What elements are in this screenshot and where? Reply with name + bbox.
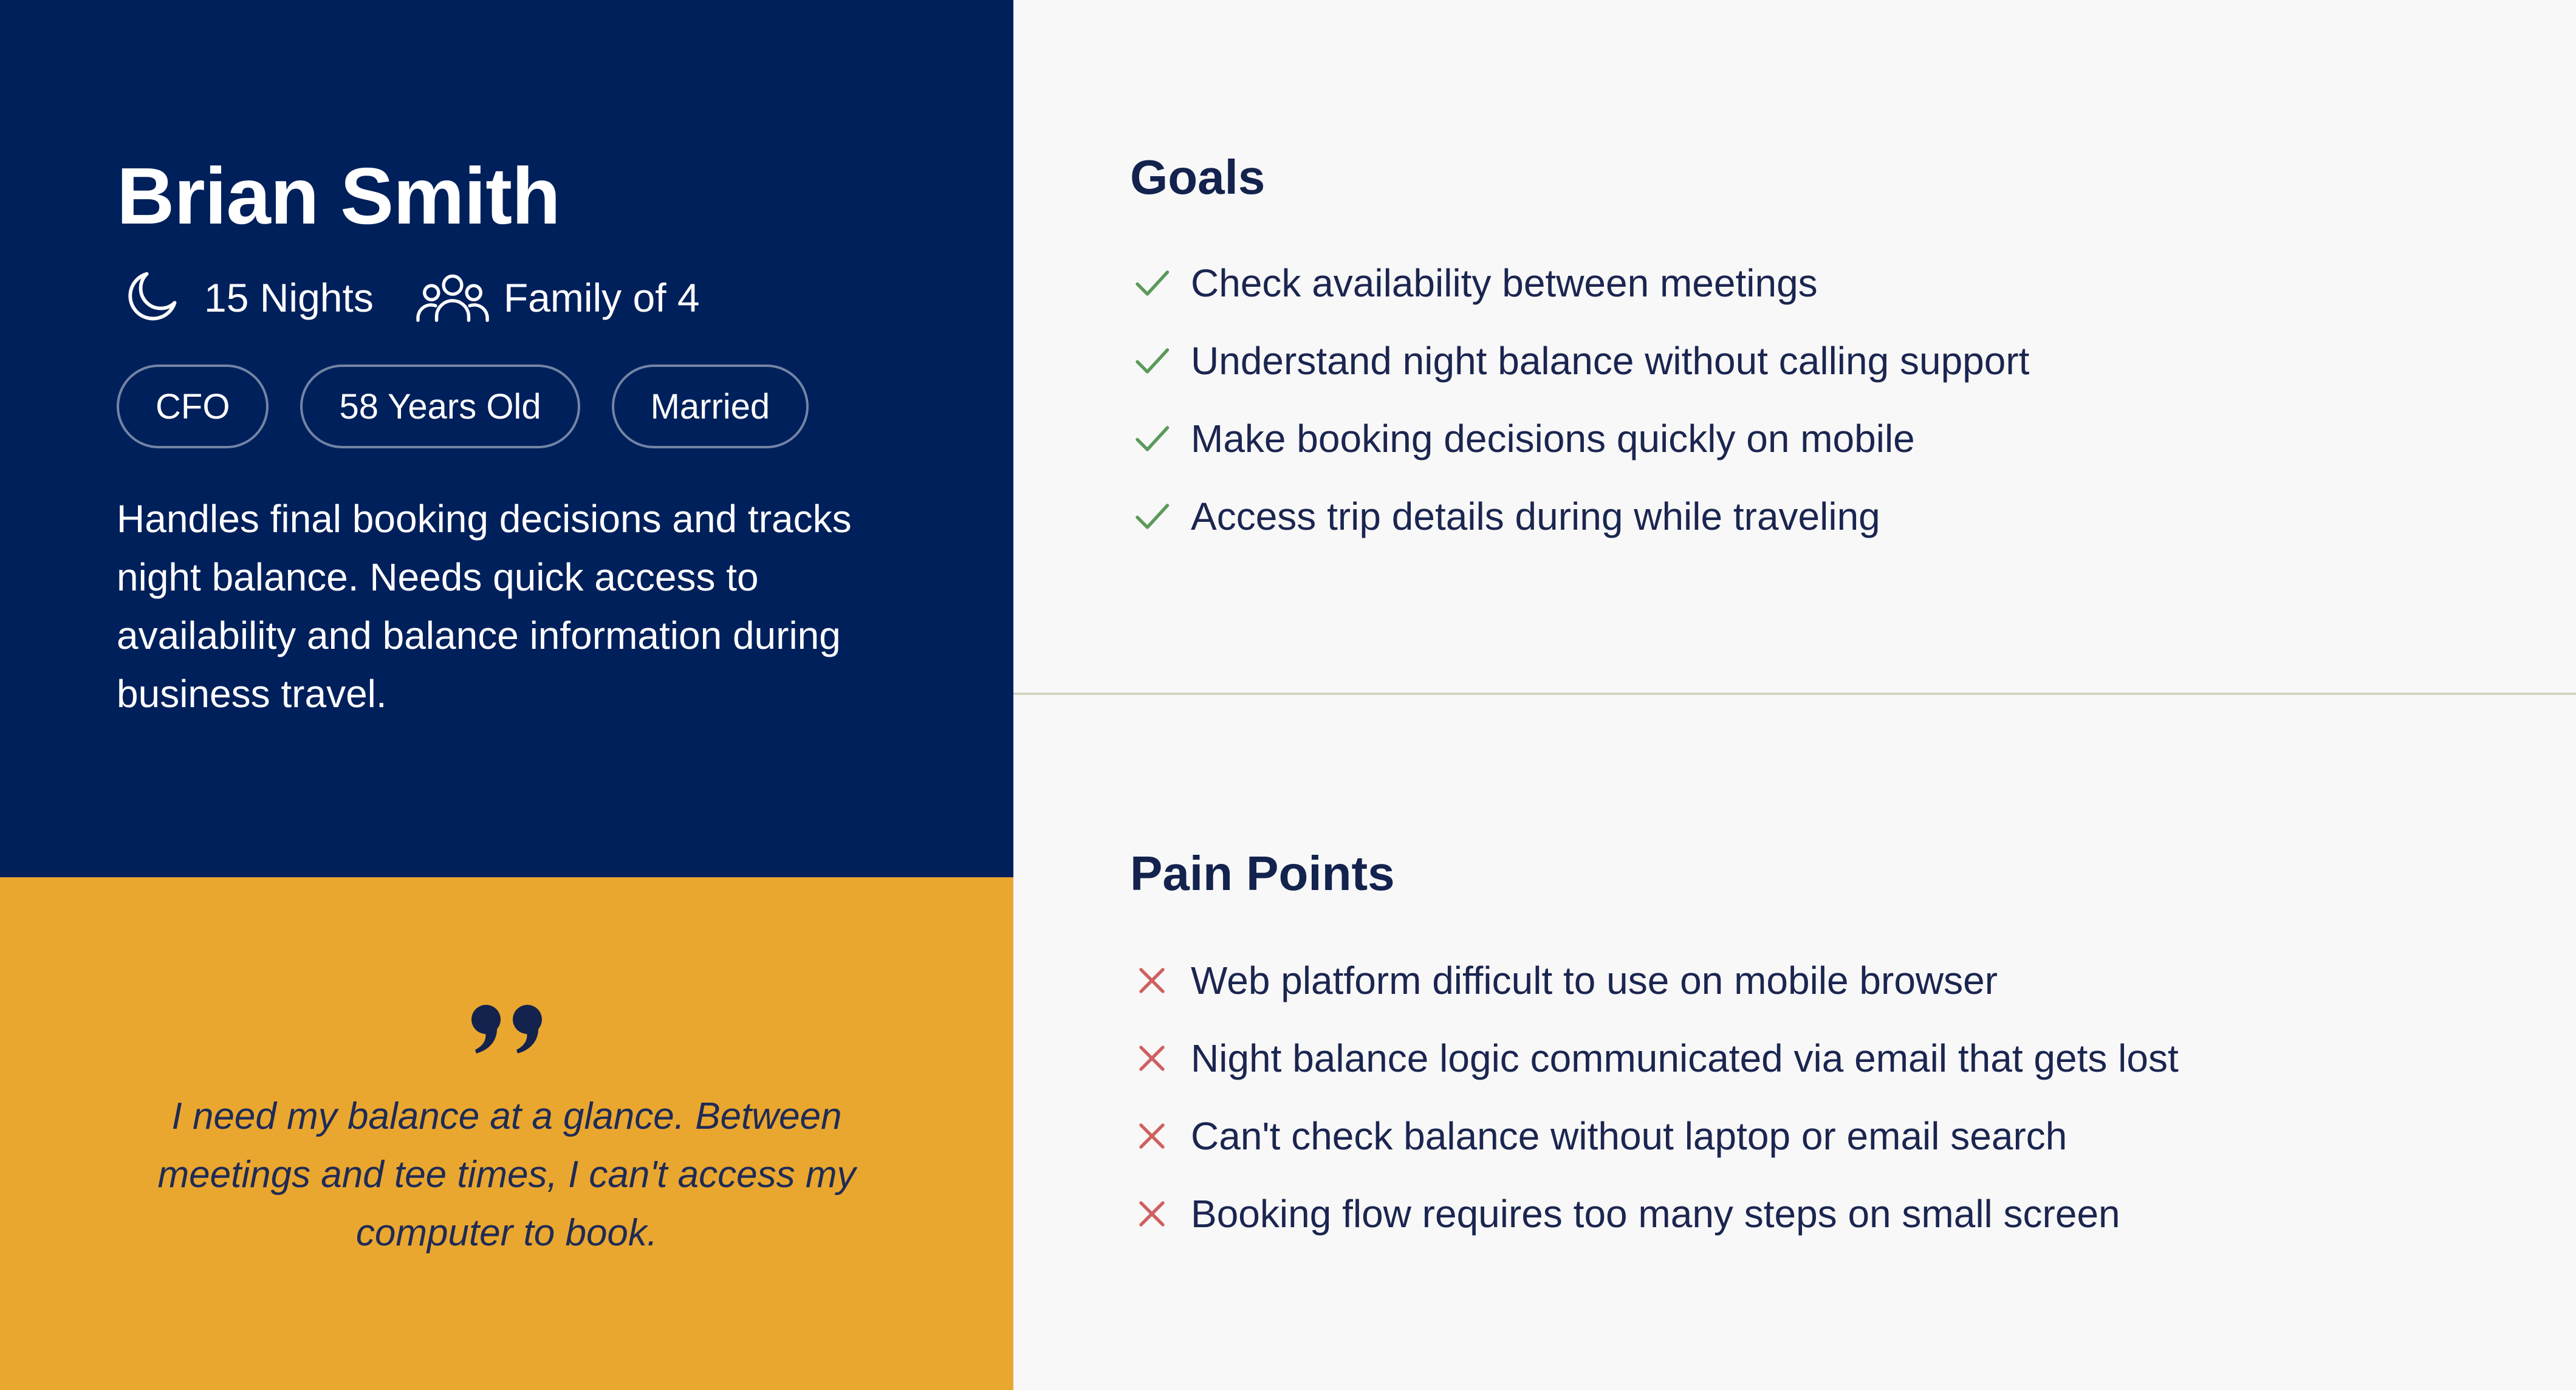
persona-name: Brian Smith xyxy=(117,151,560,241)
persona-profile-panel xyxy=(0,0,1013,877)
goal-item xyxy=(1130,322,2029,400)
pain-point-item xyxy=(1130,1175,2179,1253)
family-label: Family of 4 xyxy=(503,275,700,320)
persona-description: Handles final booking decisions and tracks night balance. Needs quick access to availability and balance information during business travel. xyxy=(117,497,852,716)
users-icon xyxy=(415,267,490,328)
check-icon xyxy=(1130,417,1174,460)
check-icon xyxy=(1130,339,1174,383)
pain-point-item xyxy=(1130,942,2179,1019)
pain-point-text: Can't check balance without laptop or email search xyxy=(1191,1114,2067,1158)
goal-text: Understand night balance without calling support xyxy=(1191,339,2030,383)
pain-point-text: Web platform difficult to use on mobile browser xyxy=(1191,959,1998,1002)
pain-point-item xyxy=(1130,1097,2179,1175)
x-icon xyxy=(1130,1192,1174,1236)
goal-text: Make booking decisions quickly on mobile xyxy=(1191,417,1915,460)
pain-points-title: Pain Points xyxy=(1130,846,1395,900)
persona-tags xyxy=(117,365,809,448)
persona-quote: I need my balance at a glance. Between meetings and tee times, I can't access my computer to book. xyxy=(157,1095,856,1254)
pain-point-text: Booking flow requires too many steps on small screen xyxy=(1191,1192,2120,1236)
goals-section xyxy=(1013,0,2576,693)
x-icon xyxy=(1130,959,1174,1002)
tag-role: CFO xyxy=(117,365,269,448)
goals-list xyxy=(1130,244,2029,555)
x-icon xyxy=(1130,1036,1174,1080)
goals-title: Goals xyxy=(1130,150,1266,204)
moon-icon xyxy=(122,267,182,328)
goal-item xyxy=(1130,478,2029,555)
pain-point-text: Night balance logic communicated via email that gets lost xyxy=(1191,1036,2179,1080)
pain-points-list xyxy=(1130,942,2179,1253)
check-icon xyxy=(1130,261,1174,305)
goal-text: Access trip details during while traveling xyxy=(1191,495,1880,538)
x-icon xyxy=(1130,1114,1174,1158)
family-stat xyxy=(415,267,700,328)
nights-label: 15 Nights xyxy=(204,275,374,320)
pain-points-section xyxy=(1013,695,2576,1390)
goal-item xyxy=(1130,400,2029,478)
check-icon xyxy=(1130,495,1174,538)
goal-item xyxy=(1130,244,2029,322)
nights-stat xyxy=(122,267,374,328)
persona-meta xyxy=(122,267,700,328)
pain-point-item xyxy=(1130,1019,2179,1097)
quote-icon xyxy=(470,1004,546,1055)
tag-age: 58 Years Old xyxy=(300,365,580,448)
goal-text: Check availability between meetings xyxy=(1191,261,1818,305)
tag-status: Married xyxy=(612,365,809,448)
